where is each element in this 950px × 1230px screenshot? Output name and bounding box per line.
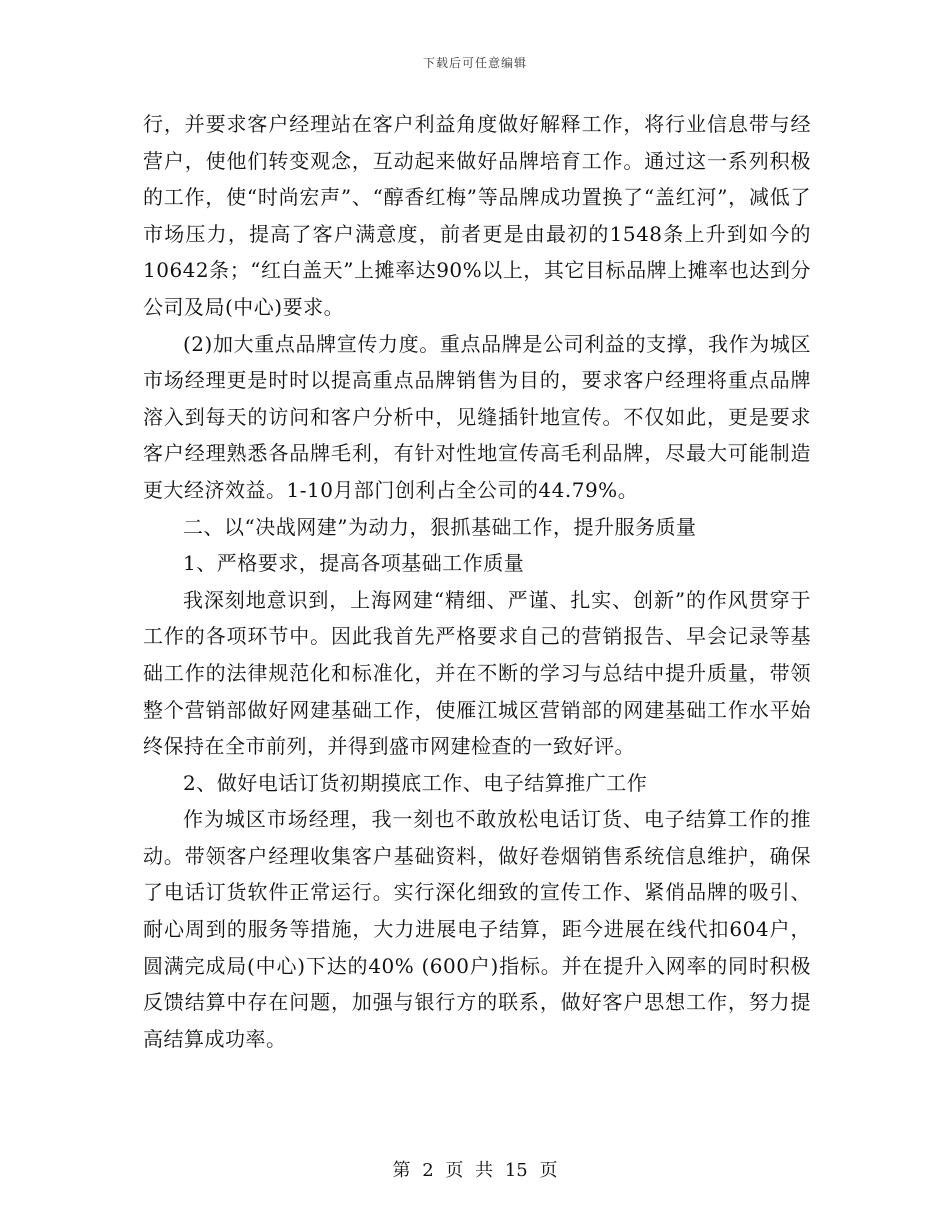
page-header: 下载后可任意编辑 [422, 56, 527, 70]
paragraph-1: 行，并要求客户经理站在客户利益角度做好解释工作，将行业信息带与经营户，使他们转变观念，互动起来做好品牌培育工作。通过这一系列积极的工作，使“时尚宏声”、“醇香红梅”等品牌成功置换了“盖红河”，减低了市场压力，提高了客户满意度，前者更是由最初的1548条上升到如今的10642条；“红白盖天”上摊率达90%以上，其它目标品牌上摊率也达到分公司及局(中心)要求。 [143, 112, 811, 319]
section-heading-2: 二、以“决战网建”为动力，狠抓基础工作，提升服务质量 [183, 514, 697, 539]
paragraph-3: 我深刻地意识到，上海网建“精细、严谨、扎实、创新”的作风贯穿于工作的各项环节中。因此我首先严格要求自己的营销报告、早会记录等基础工作的法律规范化和标准化，并在不断的学习与总结中提升质量，带领整个营销部做好网建基础工作，使雁江城区营销部的网建基础工作水平始终保持在全市前列，并得到盛市网建检查的一致好评。 [143, 587, 811, 759]
paragraph-4: 作为城区市场经理，我一刻也不敢放松电话订货、电子结算工作的推动。带领客户经理收集客户基础资料，做好卷烟销售系统信息维护，确保了电话订货软件正常运行。实行深化细致的宣传工作、紧俏品牌的吸引、耐心周到的服务等措施，大力进展电子结算，距今进展在线代扣604户，圆满完成局(中心)下达的40% (600户)指标。并在提升入网率的同时积极反馈结算中存在问题，加强与银行方的联系，做好客户思想工作，努力提高结算成功率。 [143, 807, 811, 1051]
page-number-footer: 第 2 页 共 15 页 [392, 1160, 558, 1181]
paragraph-2: (2)加大重点品牌宣传力度。重点品牌是公司利益的支撑，我作为城区市场经理更是时时以提高重点品牌销售为目的，要求客户经理将重点品牌溶入到每天的访问和客户分析中，见缝插针地宣传。不仅如此，更是要求客户经理熟悉各品牌毛利，有针对性地宣传高毛利品牌，尽最大可能制造更大经济效益。1-10月部门创利占全公司的44.79%。 [143, 331, 811, 502]
document-body [143, 106, 811, 1057]
subsection-heading-2: 2、做好电话订货初期摸底工作、电子结算推广工作 [183, 770, 648, 795]
subsection-heading-1: 1、严格要求，提高各项基础工作质量 [183, 551, 525, 576]
